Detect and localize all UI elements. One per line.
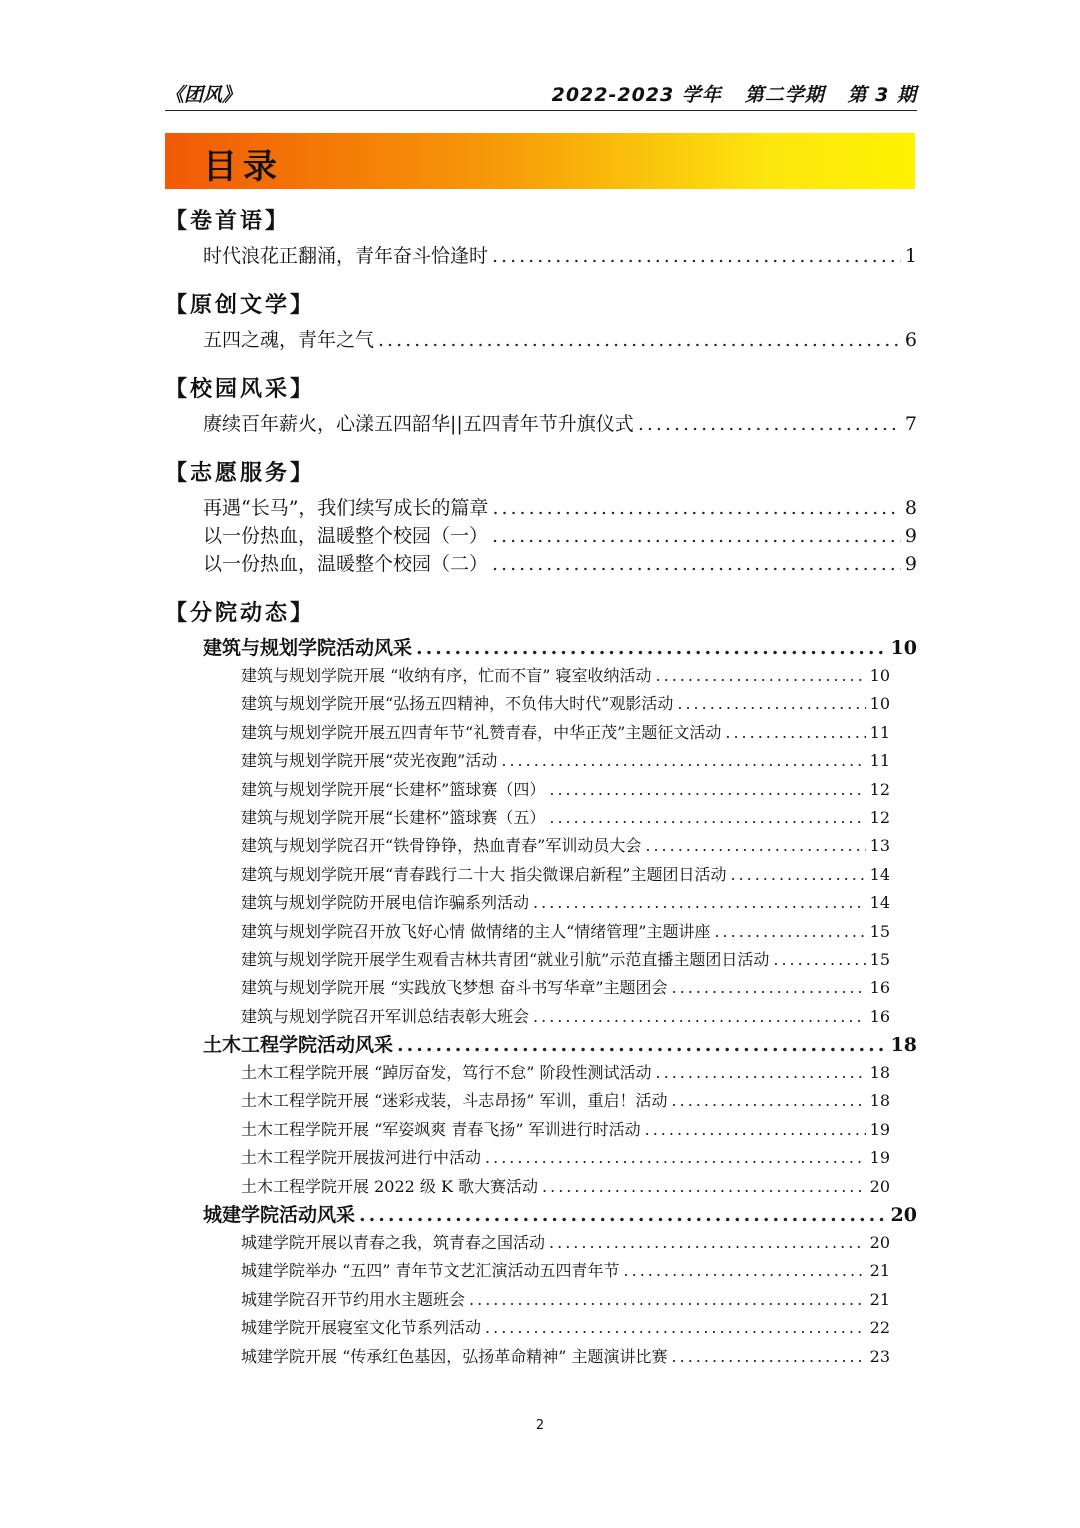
page-ref: 15 [869,921,890,941]
page-ref: 18 [890,1034,917,1057]
toc-entry[interactable]: 时代浪花正翻涌，青年奋斗恰逢时 ..... 1 [203,242,917,270]
running-header [165,78,917,111]
page-ref: 22 [869,1318,890,1338]
page-ref: 16 [869,1006,890,1026]
page-ref: 15 [869,949,890,969]
page-ref: 10 [890,637,917,659]
toc-subentry[interactable]: 城建学院举办 “五四” 青年节文艺汇演活动五四青年节 ..... 21 [241,1257,890,1285]
toc-entry[interactable]: 赓续百年薪火，心漾五四韶华||五四青年节升旗仪式 ..... 7 [203,410,917,438]
page-ref: 23 [869,1346,890,1366]
page-ref: 21 [869,1261,890,1281]
toc-group-entry[interactable]: 城建学院活动风采 ..... 20 [203,1201,917,1229]
toc-subentry[interactable]: 建筑与规划学院开展“长建杯”篮球赛（四） ..... 12 [241,776,890,804]
page-ref: 11 [869,751,890,771]
section-heading: 【校园风采】 [165,376,316,402]
page-ref: 11 [869,722,890,742]
toc-subentry[interactable]: 建筑与规划学院开展学生观看吉林共青团“就业引航”示范直播主题团日活动 ..... 15 [241,946,890,974]
section-heading: 【原创文学】 [165,292,316,318]
toc-subentry[interactable]: 土木工程学院开展拔河进行中活动 ..... 19 [241,1144,890,1172]
toc-subentry[interactable]: 建筑与规划学院开展 “实践放飞梦想 奋斗书写华章”主题团会 ..... 16 [241,974,890,1002]
page-ref: 13 [869,836,890,856]
toc-subentry[interactable]: 城建学院开展 “传承红色基因，弘扬革命精神” 主题演讲比赛 ..... 23 [241,1343,890,1371]
toc-subentry[interactable]: 建筑与规划学院开展五四青年节“礼赞青春，中华正茂”主题征文活动 ..... 11 [241,719,890,747]
toc-subentry[interactable]: 土木工程学院开展 “迷彩戎装，斗志昂扬” 军训，重启！活动 ..... 18 [241,1087,890,1115]
toc-subentry[interactable]: 建筑与规划学院召开放飞好心情 做情绪的主人“情绪管理”主题讲座 ..... 15 [241,918,890,946]
toc-subentry[interactable]: 土木工程学院开展 “军姿飒爽 青春飞扬” 军训进行时活动 ..... 19 [241,1116,890,1144]
page-ref: 19 [869,1119,890,1139]
page-ref: 1 [904,245,917,267]
page-ref: 18 [869,1063,890,1083]
page-ref: 18 [869,1091,890,1111]
toc-entry[interactable]: 再遇“长马”，我们续写成长的篇章 ..... 8 [203,494,917,522]
page-ref: 9 [904,525,917,547]
toc-subentry[interactable]: 建筑与规划学院开展“青春践行二十大 指尖微课启新程”主题团日活动 ..... 14 [241,861,890,889]
toc-subentry[interactable]: 建筑与规划学院开展“荧光夜跑”活动 ..... 11 [241,747,890,775]
page-ref: 16 [869,978,890,998]
toc-banner [165,133,915,189]
table-of-contents [165,200,917,1371]
page-ref: 10 [869,666,890,685]
page-ref: 19 [869,1148,890,1168]
section-heading: 【卷首语】 [165,208,291,234]
toc-title: 目录 [203,147,283,187]
toc-subentry[interactable]: 建筑与规划学院开展 “收纳有序，忙而不盲” 寝室收纳活动 ..... 10 [241,662,890,690]
section-heading: 【志愿服务】 [165,460,316,486]
page-ref: 21 [869,1289,890,1309]
page-ref: 10 [869,694,890,714]
toc-subentry[interactable]: 土木工程学院开展 “踔厉奋发，笃行不怠” 阶段性测试活动 ..... 18 [241,1059,890,1087]
page-ref: 14 [869,893,890,913]
section-heading: 【分院动态】 [165,600,316,626]
page-ref: 20 [869,1176,890,1196]
page-ref: 7 [904,413,917,435]
toc-entry[interactable]: 五四之魂，青年之气 ..... 6 [203,326,917,354]
issue-info: 2022-2023 学年 第二学期 第 3 期 [551,84,917,106]
page-ref: 12 [869,807,890,827]
toc-entry[interactable]: 以一份热血，温暖整个校园（一） ..... 9 [203,522,917,550]
toc-entry[interactable]: 以一份热血，温暖整个校园（二） ..... 9 [203,550,917,578]
toc-subentry[interactable]: 建筑与规划学院召开“铁骨铮铮，热血青春”军训动员大会 ..... 13 [241,832,890,860]
page-ref: 20 [869,1233,890,1253]
toc-subentry[interactable]: 建筑与规划学院防开展电信诈骗系列活动 ..... 14 [241,889,890,917]
toc-group-entry[interactable]: 土木工程学院活动风采 ..... 18 [203,1031,917,1059]
toc-subentry[interactable]: 建筑与规划学院开展“长建杯”篮球赛（五） ..... 12 [241,804,890,832]
journal-name: 《团风》 [165,84,242,106]
page-ref: 14 [869,864,890,884]
toc-group-entry[interactable]: 建筑与规划学院活动风采 ..... 10 [203,634,917,662]
toc-subentry[interactable]: 建筑与规划学院召开军训总结表彰大班会 ..... 16 [241,1003,890,1031]
page-ref: 12 [869,779,890,799]
toc-subentry[interactable]: 城建学院开展以青春之我，筑青春之国活动 ..... 20 [241,1229,890,1257]
page-ref: 20 [890,1204,917,1227]
toc-subentry[interactable]: 土木工程学院开展 2022 级 K 歌大赛活动 ..... 20 [241,1173,890,1201]
toc-subentry[interactable]: 城建学院开展寝室文化节系列活动 ..... 22 [241,1314,890,1342]
toc-subentry[interactable]: 建筑与规划学院开展“弘扬五四精神，不负伟大时代”观影活动 ..... 10 [241,690,890,718]
page-ref: 9 [904,553,917,575]
page-ref: 6 [904,329,917,351]
page-ref: 8 [904,497,917,519]
toc-subentry[interactable]: 城建学院召开节约用水主题班会 ..... 21 [241,1286,890,1314]
page-number: 2 [535,1418,545,1433]
